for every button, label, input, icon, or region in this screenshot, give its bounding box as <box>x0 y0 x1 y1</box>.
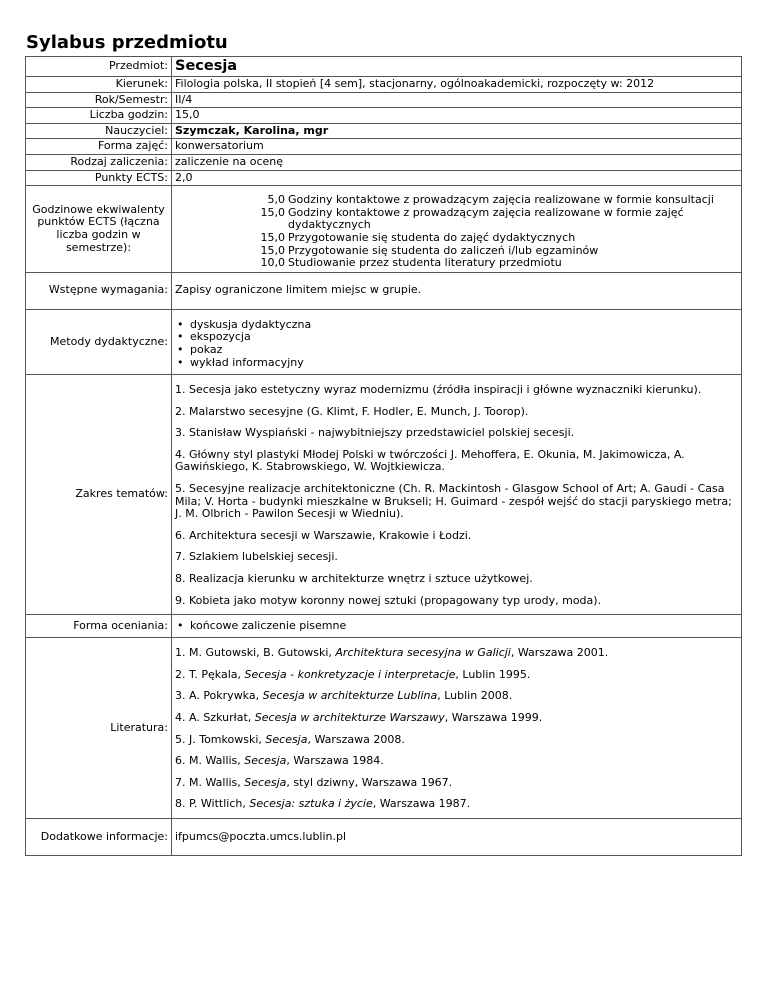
value-liczba-godzin: 15,0 <box>172 108 742 124</box>
label-ects: Punkty ECTS: <box>26 170 172 186</box>
label-kierunek: Kierunek: <box>26 77 172 93</box>
list-item: • wykład informacyjny <box>175 357 738 370</box>
ects-hours: 10,0 <box>260 256 285 270</box>
ects-description: Studiowanie przez studenta literatury przedmiotu <box>288 256 562 270</box>
temat-item: 7. Szlakiem lubelskiej secesji. <box>175 550 338 564</box>
row-ects <box>26 170 742 186</box>
label-nauczyciel: Nauczyciel: <box>26 123 172 139</box>
ects-item <box>175 194 738 207</box>
row-forma-zajec <box>26 139 742 155</box>
book-title: Secesja <box>244 754 287 768</box>
ocenianie-list <box>175 620 738 633</box>
row-liczba-godzin <box>26 108 742 124</box>
label-tematy: Zakres tematów: <box>26 375 172 615</box>
literatura-item: 6. M. Wallis, Secesja, Warszawa 1984. <box>175 754 384 768</box>
ects-description: Godziny kontaktowe z prowadzącym zajęcia realizowane w formie konsultacji <box>288 193 714 207</box>
row-przedmiot <box>26 57 742 77</box>
metody-list <box>175 319 738 369</box>
list-item: • pokaz <box>175 344 738 357</box>
ects-description: Godziny kontaktowe z prowadzącym zajęcia realizowane w formie zajęć dydaktycznych <box>288 205 684 232</box>
temat-item: 5. Secesyjne realizacje architektoniczne (Ch. R. Mackintosh - Glasgow School of Art; A. Gaudi - Casa Mila; V. Horta - budynki mieszkalne w Brukseli; H. Guimard - zespół wejść do stacji paryskiego metra; <box>175 482 732 508</box>
metody-list-cell <box>172 309 742 374</box>
tematy-cell <box>172 375 742 615</box>
ects-hours: 15,0 <box>260 205 285 219</box>
row-literatura <box>26 638 742 819</box>
row-wymagania <box>26 272 742 309</box>
list-item: • końcowe zaliczenie pisemne <box>175 620 738 633</box>
value-kierunek: Filologia polska, II stopień [4 sem], stacjonarny, ogólnoakademicki, rozpoczęty w: 2012 <box>172 77 742 93</box>
row-ects-breakdown <box>26 186 742 273</box>
ects-hours: 5,0 <box>267 193 285 207</box>
value-ects: 2,0 <box>172 170 742 186</box>
page-title: Sylabus przedmiotu <box>26 32 228 53</box>
literatura-item: 7. M. Wallis, Secesja, styl dziwny, Warszawa 1967. <box>175 775 453 789</box>
temat-item: 8. Realizacja kierunku w architekturze wnętrz i sztuce użytkowej. <box>175 572 533 586</box>
book-title: Secesja <box>244 775 287 789</box>
label-ocenianie: Forma oceniania: <box>26 615 172 638</box>
temat-item: 3. Stanisław Wyspiański - najwybitniejszy przedstawiciel polskiej secesji. <box>175 426 575 440</box>
row-rodzaj-zaliczenia <box>26 154 742 170</box>
literatura-item: 4. A. Szkurłat, Secesja w architekturze Warszawy, Warszawa 1999. <box>175 711 543 724</box>
book-title: Secesja w architekturze Lublina <box>262 689 438 703</box>
row-dodatkowe <box>26 818 742 855</box>
label-rodzaj-zaliczenia: Rodzaj zaliczenia: <box>26 154 172 170</box>
temat-item: 6. Architektura secesji w Warszawie, Krakowie i Łodzi. <box>175 528 472 542</box>
temat-item: 4. Główny styl plastyki Młodej Polski w twórczości J. Mehoffera, E. Okunia, M. Jakimowicza, A. Gawińskiego, K. Stabrowskiego, W. Wojtkiewicza. <box>175 447 685 474</box>
value-dodatkowe-email: ifpumcs@poczta.umcs.lublin.pl <box>172 818 742 855</box>
temat-item: 1. Secesja jako estetyczny wyraz modernizmu (źródła inspiracji i główne wyznaczniki kierunku). <box>175 383 702 397</box>
literatura-item: 8. P. Wittlich, Secesja: sztuka i życie, Warszawa 1987. <box>175 797 471 811</box>
list-item: • dyskusja dydaktyczna <box>175 319 738 332</box>
literatura-item: 5. J. Tomkowski, Secesja, Warszawa 2008. <box>175 732 405 746</box>
value-rok: II/4 <box>172 92 742 108</box>
value-forma-zajec: konwersatorium <box>172 139 742 155</box>
book-title: Secesja: sztuka i życie <box>249 797 373 811</box>
row-ocenianie <box>26 615 742 638</box>
ects-hours: 15,0 <box>260 230 285 244</box>
temat-item: 9. Kobieta jako motyw koronny nowej sztuki (propagowany typ urody, moda). <box>175 593 602 607</box>
value-przedmiot: Secesja <box>172 57 742 77</box>
temat-item-continuation: J. M. Olbrich - Pawilon Secesji w Wiedniu). <box>175 507 404 521</box>
book-title: Secesja w architekturze Warszawy <box>254 711 445 724</box>
value-rodzaj-zaliczenia: zaliczenie na ocenę <box>172 154 742 170</box>
row-rok <box>26 92 742 108</box>
book-title: Secesja - konkretyzacje i interpretacje <box>244 667 456 681</box>
label-dodatkowe: Dodatkowe informacje: <box>26 818 172 855</box>
row-metody <box>26 309 742 374</box>
literatura-item: 1. M. Gutowski, B. Gutowski, Architektura secesyjna w Galicji, Warszawa 2001. <box>175 646 609 660</box>
list-item: • ekspozycja <box>175 331 738 344</box>
row-kierunek <box>26 77 742 93</box>
value-nauczyciel: Szymczak, Karolina, mgr <box>172 123 742 139</box>
ects-item <box>175 232 738 245</box>
ects-description: Przygotowanie się studenta do zajęć dydaktycznych <box>288 230 576 244</box>
row-tematy <box>26 375 742 615</box>
ects-item <box>175 257 738 270</box>
literatura-item: 3. A. Pokrywka, Secesja w architekturze Lublina, Lublin 2008. <box>175 689 513 703</box>
value-wymagania: Zapisy ograniczone limitem miejsc w grupie. <box>172 272 742 309</box>
literatura-item: 2. T. Pękala, Secesja - konkretyzacje i interpretacje, Lublin 1995. <box>175 667 531 681</box>
syllabus-table <box>25 56 742 856</box>
ocenianie-cell <box>172 615 742 638</box>
label-wymagania: Wstępne wymagania: <box>26 272 172 309</box>
book-title: Architektura secesyjna w Galicji <box>335 646 511 660</box>
label-liczba-godzin: Liczba godzin: <box>26 108 172 124</box>
ects-item <box>175 207 738 232</box>
ects-description: Przygotowanie się studenta do zaliczeń i/lub egzaminów <box>288 243 599 257</box>
row-nauczyciel <box>26 123 742 139</box>
temat-item: 2. Malarstwo secesyjne (G. Klimt, F. Hodler, E. Munch, J. Toorop). <box>175 404 529 418</box>
ects-breakdown-list <box>172 186 742 273</box>
literatura-cell <box>172 638 742 819</box>
label-rok: Rok/Semestr: <box>26 92 172 108</box>
ects-hours: 15,0 <box>260 243 285 257</box>
label-metody: Metody dydaktyczne: <box>26 309 172 374</box>
label-literatura: Literatura: <box>26 638 172 819</box>
book-title: Secesja <box>265 732 308 746</box>
label-przedmiot: Przedmiot: <box>26 57 172 77</box>
label-ects-breakdown: Godzinowe ekwiwalenty punktów ECTS (łączna liczba godzin w semestrze): <box>26 186 172 273</box>
label-forma-zajec: Forma zajęć: <box>26 139 172 155</box>
